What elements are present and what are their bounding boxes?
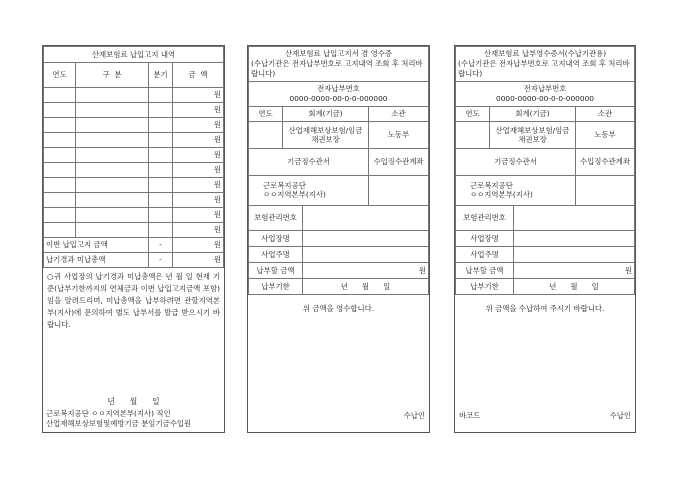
col-ministry: 소관 xyxy=(576,106,635,121)
insurance-mgmt-no-label: 보험관리번호 xyxy=(456,205,514,230)
notice-receipt-panel xyxy=(247,45,430,433)
amount-unit: 원 xyxy=(173,103,224,118)
epay-number: 0000-0000-00-0-0-000000 xyxy=(496,93,594,103)
payment-receipt-panel xyxy=(454,45,636,433)
amount-unit: 원 xyxy=(173,193,224,208)
amount-unit: 원 xyxy=(303,262,429,278)
dash: - xyxy=(149,253,173,268)
collector-office-label: 기금징수관서 xyxy=(249,148,369,175)
receipt-stamp-label: 수납인 xyxy=(609,411,631,420)
owner-name-label: 사업주명 xyxy=(249,246,303,262)
epay-label: 전자납부번호 xyxy=(523,83,567,93)
agency-name: 근로복지공단 xyxy=(470,181,513,191)
panel-subtitle: (수납기관은 전자납부번호로 고지내역 조회 후 처리바랍니다) xyxy=(458,58,630,78)
amount-unit: 원 xyxy=(173,88,224,103)
issuer-line-1: 근로복지공단 ㅇㅇ지역본부(지사) 직인 xyxy=(46,408,171,418)
income-account-label: 수입징수관계좌 xyxy=(369,148,429,175)
agency-branch: ㅇㅇ지역본부(지사) xyxy=(470,190,533,200)
ministry-name: 노동부 xyxy=(576,121,635,148)
account-name: 산업재해보상보험/임금채권보장 xyxy=(283,121,369,148)
receipt-stamp-label: 수납인 xyxy=(403,411,425,420)
due-date-label: 납부기한 xyxy=(456,278,514,294)
panel-subtitle: (수납기관은 전자납부번호로 고지내역 조회 후 처리바랍니다) xyxy=(251,58,423,78)
owner-name-label: 사업주명 xyxy=(456,246,514,262)
panel-title: 산재보험료 납부영수증서(수납기관용) xyxy=(483,49,607,58)
insurance-mgmt-no-label: 보험관리번호 xyxy=(249,205,303,230)
payable-amount-label: 납부할 금액 xyxy=(456,262,514,278)
receipt-message: 위 금액을 영수합니다. xyxy=(302,303,375,313)
income-account-label: 수입징수관계좌 xyxy=(576,148,635,175)
notice-detail-table xyxy=(43,46,224,268)
epay-label: 전자납부번호 xyxy=(317,83,360,93)
amount-unit: 원 xyxy=(173,163,224,178)
amount-unit: 원 xyxy=(173,148,224,163)
col-quarter: 분기 xyxy=(149,63,173,88)
current-notice-amount-label: 이번 납입고지 금액 xyxy=(44,238,149,253)
amount-unit: 원 xyxy=(173,133,224,148)
collector-office-label: 기금징수관서 xyxy=(456,148,576,175)
dash: - xyxy=(149,238,173,253)
col-year: 연도 xyxy=(44,63,76,88)
amount-unit: 원 xyxy=(173,178,224,193)
receipt-table xyxy=(455,46,635,295)
receipt-table xyxy=(248,46,429,295)
overdue-total-label: 납기경과 미납총액 xyxy=(44,253,149,268)
amount-unit: 원 xyxy=(173,208,224,223)
amount-unit: 원 xyxy=(173,223,224,238)
business-name-label: 사업장명 xyxy=(249,230,303,246)
amount-unit: 원 xyxy=(514,262,635,278)
business-name-label: 사업장명 xyxy=(456,230,514,246)
issue-date: 년 월 일 xyxy=(107,397,160,406)
due-date-label: 납부기한 xyxy=(249,278,303,294)
ministry-name: 노동부 xyxy=(369,121,429,148)
agency-branch: ㅇㅇ지역본부(지사) xyxy=(263,190,326,200)
panel-title: 산재보험료 납입고지서 겸 영수증 xyxy=(284,49,392,58)
epay-number: 0000-0000-00-0-0-000000 xyxy=(289,93,388,103)
agency-name: 근로복지공단 xyxy=(263,181,306,191)
collection-request-message: 위 금액을 수납하여 주시기 바랍니다. xyxy=(485,303,605,313)
notice-detail-panel xyxy=(42,45,225,433)
col-account: 회계(기금) xyxy=(490,106,576,121)
col-account: 회계(기금) xyxy=(283,106,369,121)
col-amount: 금 액 xyxy=(173,63,224,88)
notice-text: ○귀 사업장의 납기경과 미납총액은 년 월 일 현재 기준(납부기한까지의 연체금과 이번 납입고지금액 포함)임을 알려드리며, 미납총액을 납부하려면 관할지역본부(지사)에 문의하여 별도 납부서를 발급 받으시기 바랍니다. xyxy=(47,272,220,329)
issuer-line-2: 산업재해보상보험및예방기금 분임기금수입원 xyxy=(46,419,192,429)
col-ministry: 소관 xyxy=(369,106,429,121)
amount-unit: 원 xyxy=(173,118,224,133)
payable-amount-label: 납부할 금액 xyxy=(249,262,303,278)
amount-unit: 원 xyxy=(173,253,224,268)
due-date-value: 년 월 일 xyxy=(514,278,635,294)
col-year: 연도 xyxy=(456,106,490,121)
col-year: 연도 xyxy=(249,106,283,121)
col-type: 구 분 xyxy=(76,63,149,88)
account-name: 산업재해보상보험/임금채권보장 xyxy=(490,121,576,148)
amount-unit: 원 xyxy=(173,238,224,253)
panel-title: 산재보험료 납입고지 내역 xyxy=(44,47,224,63)
barcode-label: 바코드 xyxy=(459,411,481,420)
due-date-value: 년 월 일 xyxy=(303,278,429,294)
